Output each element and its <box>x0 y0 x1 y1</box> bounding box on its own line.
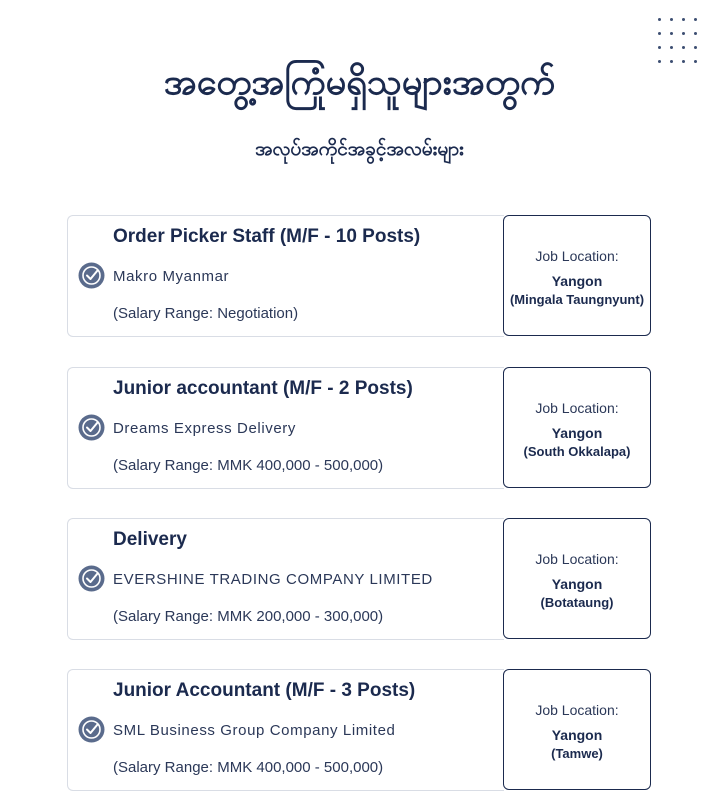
location-city: Yangon <box>551 576 603 592</box>
check-circle-icon <box>78 262 105 289</box>
job-card[interactable] <box>67 518 652 640</box>
page-subtitle: အလုပ်အကိုင်အခွင့်အလမ်းများ <box>255 138 464 160</box>
salary-range: (Salary Range: MMK 200,000 - 300,000) <box>113 608 384 625</box>
job-details <box>67 367 504 489</box>
location-area: (Tamwe) <box>551 746 603 761</box>
location-city: Yangon <box>551 273 603 289</box>
location-area: (South Okkalapa) <box>523 444 631 459</box>
location-label: Job Location: <box>535 400 619 416</box>
job-title: Junior Accountant (M/F - 3 Posts) <box>113 680 416 701</box>
job-location-box <box>503 367 651 488</box>
company-name: Makro Myanmar <box>113 268 230 285</box>
salary-range: (Salary Range: MMK 400,000 - 500,000) <box>113 759 384 776</box>
job-title: Junior accountant (M/F - 2 Posts) <box>113 378 413 399</box>
job-location-box <box>503 669 651 790</box>
job-card[interactable] <box>67 215 652 337</box>
job-location-box <box>503 215 651 336</box>
salary-range: (Salary Range: MMK 400,000 - 500,000) <box>113 457 384 474</box>
job-details <box>67 518 504 640</box>
job-details <box>67 215 504 337</box>
location-city: Yangon <box>551 727 603 743</box>
page-title: အတွေ့အကြုံမရှိသူများအတွက် <box>163 61 556 103</box>
company-name: EVERSHINE TRADING COMPANY LIMITED <box>113 571 433 588</box>
location-label: Job Location: <box>535 248 619 264</box>
job-location-box <box>503 518 651 639</box>
job-details <box>67 669 504 791</box>
location-area: (Mingala Taungnyunt) <box>509 292 645 307</box>
job-title: Delivery <box>113 529 187 550</box>
job-title: Order Picker Staff (M/F - 10 Posts) <box>113 226 421 247</box>
check-circle-icon <box>78 716 105 743</box>
location-area: (Botataung) <box>540 595 614 610</box>
job-card[interactable] <box>67 367 652 489</box>
check-circle-icon <box>78 414 105 441</box>
company-name: Dreams Express Delivery <box>113 420 297 437</box>
company-name: SML Business Group Company Limited <box>113 722 396 739</box>
salary-range: (Salary Range: Negotiation) <box>113 305 299 322</box>
job-card[interactable] <box>67 669 652 791</box>
check-circle-icon <box>78 565 105 592</box>
location-label: Job Location: <box>535 702 619 718</box>
location-city: Yangon <box>551 425 603 441</box>
location-label: Job Location: <box>535 551 619 567</box>
dot-grid-icon <box>658 18 698 62</box>
